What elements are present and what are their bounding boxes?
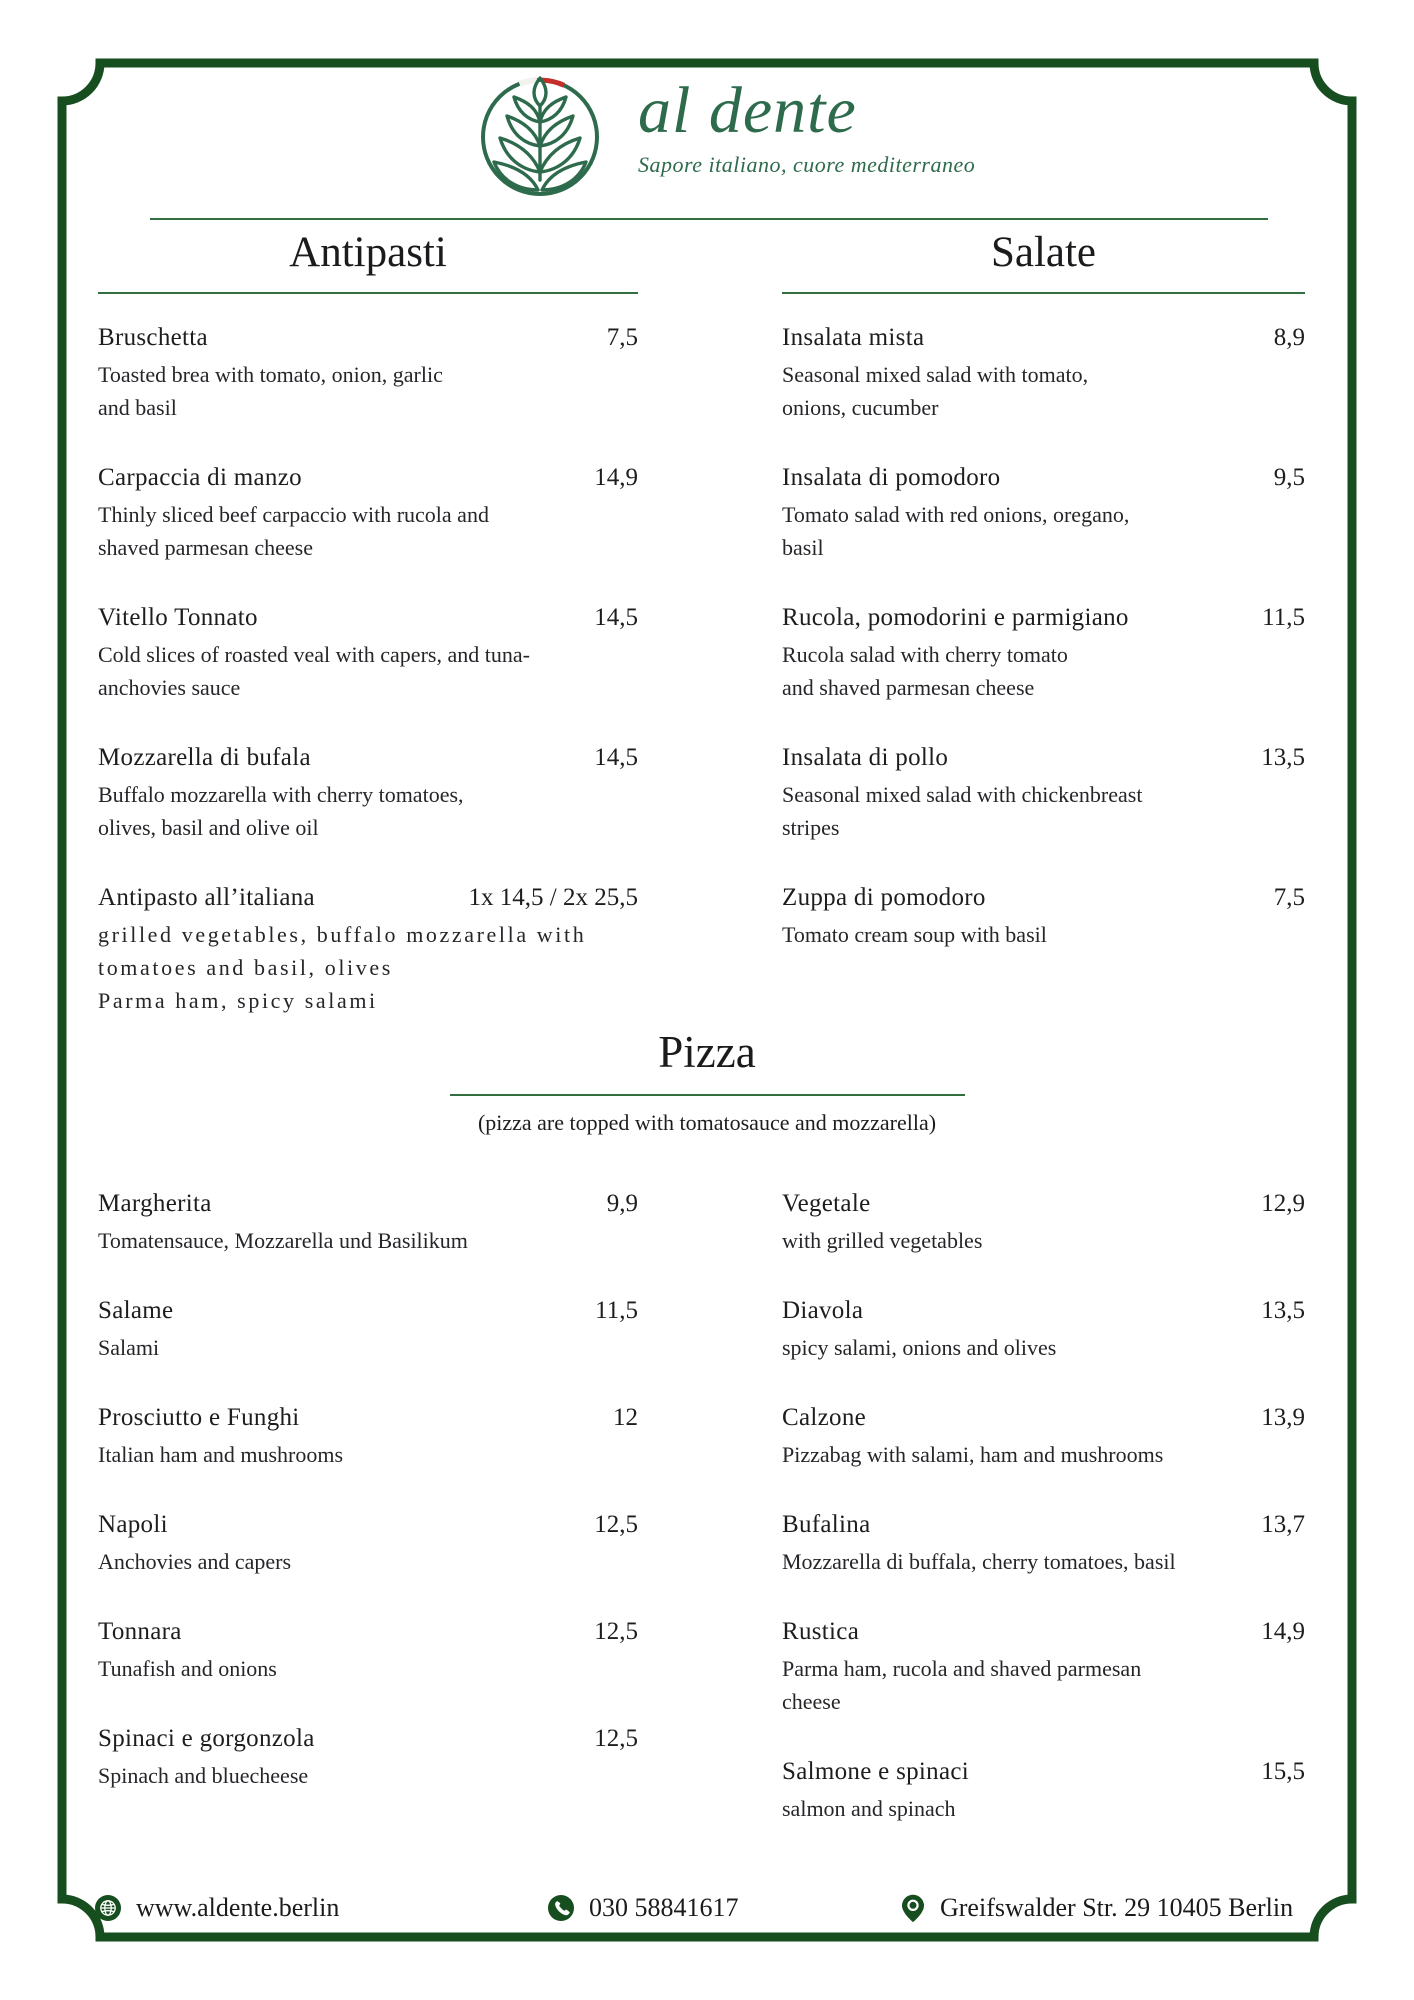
menu-item-header [782, 1293, 1305, 1329]
menu-item-header [98, 1400, 638, 1436]
item-name: Insalata mista [782, 324, 925, 351]
pizza-items-left [98, 1186, 638, 1828]
item-price: 7,5 [1273, 884, 1305, 911]
item-description-line: Tomatensauce, Mozzarella und Basilikum [98, 1228, 468, 1253]
section-title-salate: Salate [990, 229, 1097, 276]
item-description-line: Tomato cream soup with basil [782, 922, 1047, 947]
section-title-antipasti: Antipasti [289, 229, 447, 276]
menu-item [782, 1614, 1305, 1718]
phone-icon [548, 1895, 574, 1921]
item-description [98, 1545, 638, 1578]
salate-items [782, 320, 1305, 951]
item-price: 13,5 [1261, 744, 1305, 771]
menu-item-header [98, 1721, 638, 1757]
item-description [98, 1652, 638, 1685]
menu-item-header [98, 460, 638, 496]
item-price: 15,5 [1261, 1758, 1305, 1785]
menu-item [98, 600, 638, 704]
item-description [98, 1224, 638, 1257]
item-price: 9,9 [606, 1190, 638, 1217]
menu-item-header [98, 1614, 638, 1650]
item-name: Carpaccia di manzo [98, 464, 302, 491]
section-rule [450, 1094, 965, 1096]
item-description-line: shaved parmesan cheese [98, 535, 314, 560]
item-description [782, 1792, 1305, 1825]
item-description [782, 1438, 1305, 1471]
footer-phone [548, 1890, 739, 1926]
section-pizza-header [0, 1026, 1414, 1138]
item-name: Salame [98, 1297, 174, 1324]
menu-item-header [98, 1186, 638, 1222]
item-name: Vegetale [782, 1190, 871, 1217]
item-description [782, 498, 1305, 564]
globe-icon [95, 1895, 121, 1921]
item-name: Antipasto all’italiana [98, 884, 315, 911]
item-name: Calzone [782, 1404, 867, 1431]
header-divider [150, 218, 1268, 220]
item-price: 12,9 [1261, 1190, 1305, 1217]
menu-item [98, 880, 638, 1017]
item-description-line: Italian ham and mushrooms [98, 1442, 344, 1467]
section-title-pizza: Pizza [658, 1027, 756, 1077]
item-description [98, 1438, 638, 1471]
item-description-line: spicy salami, onions and olives [782, 1335, 1057, 1360]
item-description [98, 1759, 638, 1792]
item-description-line: basil [782, 535, 824, 560]
item-name: Rustica [782, 1618, 860, 1645]
item-price: 12,5 [594, 1511, 638, 1538]
item-price: 7,5 [606, 324, 638, 351]
menu-item [98, 1186, 638, 1257]
item-name: Bruschetta [98, 324, 208, 351]
item-description-line: Tunafish and onions [98, 1656, 277, 1681]
menu-item [782, 320, 1305, 424]
item-description-line: stripes [782, 815, 840, 840]
menu-item-header [98, 600, 638, 636]
item-description-line: Mozzarella di buffala, cherry tomatoes, basil [782, 1549, 1176, 1574]
menu-item [98, 460, 638, 564]
menu-item-header [98, 1293, 638, 1329]
item-description-line: salmon and spinach [782, 1796, 956, 1821]
menu-item [782, 1754, 1305, 1825]
item-name: Spinaci e gorgonzola [98, 1725, 315, 1752]
item-price: 14,5 [594, 604, 638, 631]
item-description-line: Seasonal mixed salad with chickenbreast [782, 782, 1143, 807]
item-name: Tonnara [98, 1618, 182, 1645]
item-description-line: Parma ham, spicy salami [98, 988, 378, 1013]
item-description [782, 1224, 1305, 1257]
pizza-note: (pizza are topped with tomatosauce and mozzarella) [477, 1110, 937, 1135]
menu-item-header [782, 320, 1305, 356]
item-description [782, 778, 1305, 844]
item-name: Bufalina [782, 1511, 871, 1538]
menu-item [782, 460, 1305, 564]
item-description-line: and basil [98, 395, 177, 420]
menu-item-header [782, 600, 1305, 636]
menu-item [782, 1293, 1305, 1364]
item-name: Insalata di pomodoro [782, 464, 1001, 491]
item-name: Mozzarella di bufala [98, 744, 311, 771]
item-description-line: Seasonal mixed salad with tomato, [782, 362, 1089, 387]
menu-item [98, 1507, 638, 1578]
item-description [98, 778, 638, 844]
item-description-line: Thinly sliced beef carpaccio with rucola and [98, 502, 489, 527]
menu-item-header [98, 880, 638, 916]
item-description-line: olives, basil and olive oil [98, 815, 319, 840]
antipasti-items [98, 320, 638, 1017]
item-description-line: Cold slices of roasted veal with capers, and tuna- [98, 642, 530, 667]
item-description-line: Rucola salad with cherry tomato [782, 642, 1068, 667]
menu-item-header [782, 1754, 1305, 1790]
item-description [782, 1331, 1305, 1364]
item-description-line: and shaved parmesan cheese [782, 675, 1035, 700]
location-pin-icon [901, 1894, 925, 1923]
item-description-line: Pizzabag with salami, ham and mushrooms [782, 1442, 1164, 1467]
item-price: 13,9 [1261, 1404, 1305, 1431]
brand-tagline: Sapore italiano, cuore mediterraneo [638, 152, 976, 177]
section-salate [782, 228, 1305, 987]
item-description [98, 358, 638, 424]
menu-item-header [98, 1507, 638, 1543]
brand-logo-icon [474, 68, 606, 206]
item-description-line: onions, cucumber [782, 395, 939, 420]
menu-item [782, 740, 1305, 844]
menu-item [98, 1400, 638, 1471]
menu-item-header [782, 1614, 1305, 1650]
menu-item-header [98, 320, 638, 356]
item-price: 14,5 [594, 744, 638, 771]
item-description-line: with grilled vegetables [782, 1228, 983, 1253]
menu-item [782, 1400, 1305, 1471]
wheat-icon [483, 78, 597, 194]
item-description-line: Salami [98, 1335, 160, 1360]
item-description [98, 638, 638, 704]
item-price: 12 [613, 1404, 638, 1431]
section-antipasti [98, 228, 638, 1053]
item-description-line: tomatoes and basil, olives [98, 955, 393, 980]
item-price: 13,5 [1261, 1297, 1305, 1324]
menu-item [782, 600, 1305, 704]
item-price: 8,9 [1273, 324, 1305, 351]
item-name: Zuppa di pomodoro [782, 884, 986, 911]
item-price: 11,5 [595, 1297, 638, 1324]
item-name: Prosciutto e Funghi [98, 1404, 300, 1431]
item-description-line: Spinach and bluecheese [98, 1763, 309, 1788]
menu-item [782, 1186, 1305, 1257]
item-price: 12,5 [594, 1618, 638, 1645]
footer-address [901, 1890, 1293, 1926]
item-description-line: grilled vegetables, buffalo mozzarella with [98, 922, 587, 947]
item-description [782, 1545, 1305, 1578]
item-description [782, 358, 1305, 424]
menu-item-header [782, 1400, 1305, 1436]
menu-item-header [782, 1186, 1305, 1222]
pizza-items-right [782, 1186, 1305, 1861]
menu-item [98, 320, 638, 424]
footer-phone-text: 030 58841617 [589, 1893, 739, 1922]
item-description [98, 918, 638, 1017]
menu-item-header [98, 740, 638, 776]
item-price: 12,5 [594, 1725, 638, 1752]
footer-website [95, 1890, 339, 1926]
menu-item-header [782, 1507, 1305, 1543]
item-price: 14,9 [594, 464, 638, 491]
item-name: Margherita [98, 1190, 212, 1217]
item-price: 1x 14,5 / 2x 25,5 [468, 884, 638, 911]
item-description-line: Tomato salad with red onions, oregano, [782, 502, 1130, 527]
menu-item [98, 740, 638, 844]
menu-item [98, 1293, 638, 1364]
menu-item-header [782, 880, 1305, 916]
item-description-line: Anchovies and capers [98, 1549, 292, 1574]
brand-text-block [638, 72, 1058, 178]
section-rule [98, 292, 638, 294]
item-description-line: Buffalo mozzarella with cherry tomatoes, [98, 782, 464, 807]
item-name: Vitello Tonnato [98, 604, 258, 631]
menu-item [782, 880, 1305, 951]
item-description-line: cheese [782, 1689, 841, 1714]
item-description [782, 638, 1305, 704]
item-description-line: anchovies sauce [98, 675, 241, 700]
menu-item [98, 1721, 638, 1792]
section-rule [782, 292, 1305, 294]
footer-address-text: Greifswalder Str. 29 10405 Berlin [940, 1893, 1294, 1922]
item-name: Rucola, pomodorini e parmigiano [782, 604, 1129, 631]
item-description [782, 1652, 1305, 1718]
brand-name: al dente [638, 74, 857, 147]
item-description [782, 918, 1305, 951]
item-price: 11,5 [1262, 604, 1305, 631]
item-price: 9,5 [1273, 464, 1305, 491]
item-description-line: Parma ham, rucola and shaved parmesan [782, 1656, 1142, 1681]
item-name: Salmone e spinaci [782, 1758, 969, 1785]
footer-website-text: www.aldente.berlin [136, 1893, 340, 1922]
item-name: Napoli [98, 1511, 168, 1538]
menu-item [782, 1507, 1305, 1578]
menu-item [98, 1614, 638, 1685]
item-description [98, 498, 638, 564]
item-description-line: Toasted brea with tomato, onion, garlic [98, 362, 443, 387]
item-name: Diavola [782, 1297, 864, 1324]
item-description [98, 1331, 638, 1364]
item-price: 14,9 [1261, 1618, 1305, 1645]
menu-item-header [782, 740, 1305, 776]
menu-item-header [782, 460, 1305, 496]
item-price: 13,7 [1261, 1511, 1305, 1538]
item-name: Insalata di pollo [782, 744, 949, 771]
